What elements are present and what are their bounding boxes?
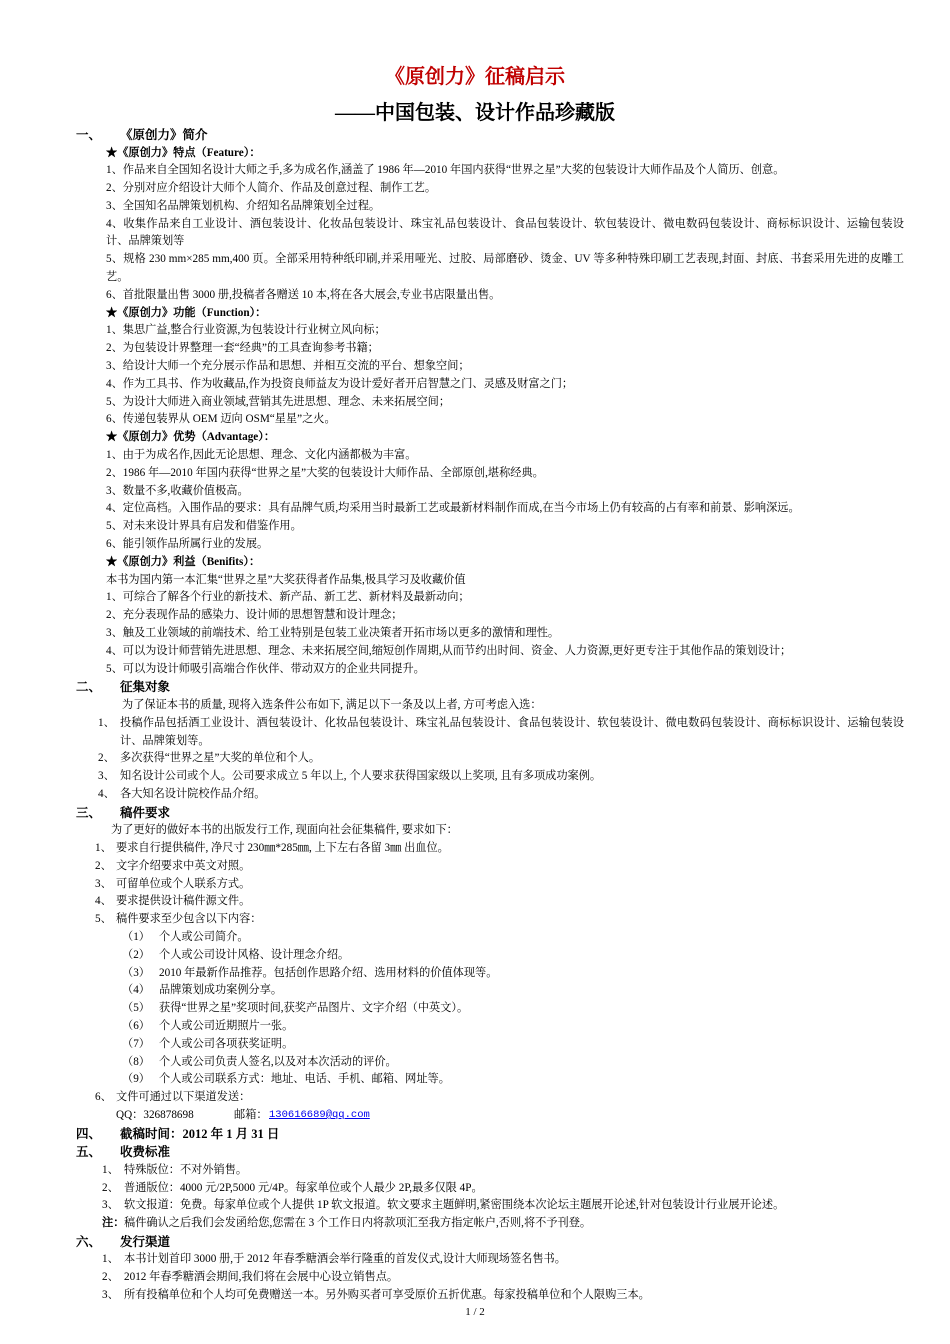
sub-list-item: （9） 个人或公司联系方式：地址、电话、手机、邮箱、网址等。: [122, 1073, 450, 1086]
sub-list-item: （1） 个人或公司简介。: [122, 930, 249, 943]
list-item: 1、 本书计划首印 3000 册,于 2012 年春季糖酒会举行隆重的首发仪式,设计大师现场签名售书。: [102, 1253, 566, 1266]
paragraph: 5、可以为设计师吸引高端合作伙伴、带动双方的企业共同提升。: [106, 662, 425, 675]
paragraph: 3、全国知名品牌策划机构、介绍知名品牌策划全过程。: [106, 199, 381, 212]
list-item: 2、 2012 年春季糖酒会期间,我们将在会展中心设立销售点。: [102, 1271, 399, 1284]
section-heading: 三、 稿件要求: [76, 805, 171, 820]
list-item: 1、 投稿作品包括酒工业设计、酒包装设计、化妆品包装设计、珠宝礼品包装设计、食品包装设计、软包装设计、微电数码包装设计、商标标识设计、运输包装设计、品牌策划等。: [98, 716, 904, 747]
paragraph: 2、1986 年—2010 年国内获得“世界之星”大奖的包装设计大师作品、全部原创,堪称经典。: [106, 466, 544, 479]
paragraph: 为了保证本书的质量, 现将入选条件公布如下, 满足以下一条及以上者, 方可考虑入选：: [122, 698, 542, 711]
paragraph: 2、充分表现作品的感染力、设计师的思想智慧和设计理念；: [106, 609, 403, 622]
paragraph: 4、定位高档。入围作品的要求：具有品牌气质,均采用当时最新工艺或最新材料制作而成,在当今市场上仍有较高的占有率和前景、影响深远。: [106, 502, 800, 515]
paragraph: 4、收集作品来自工业设计、酒包装设计、化妆品包装设计、珠宝礼品包装设计、食品包装设计、软包装设计、微电数码包装设计、商标标识设计、运输包装设计、品牌策划等: [106, 217, 904, 248]
paragraph: 6、传递包装界从 OEM 迈向 OSM“星星”之火。: [106, 413, 336, 426]
paragraph: 5、规格 230 mm×285 mm,400 页。全部采用特种纸印刷,并采用哑光、过胶、局部磨砂、烫金、UV 等多种特殊印刷工艺表现,封面、封底、书套采用先进的皮雕工艺。: [106, 253, 904, 284]
paragraph: 3、给设计大师一个充分展示作品和思想、并相互交流的平台、想象空间；: [106, 360, 470, 373]
page-number: 1 / 2: [465, 1306, 485, 1318]
list-item: 2、 多次获得“世界之星”大奖的单位和个人。: [98, 752, 321, 765]
list-item: 4、 各大知名设计院校作品介绍。: [98, 787, 266, 800]
doc-body: [0, 126, 950, 1305]
email-link[interactable]: 130616689@qq.com: [269, 1108, 370, 1121]
note-line: 注： 稿件确认之后我们会发函给您,您需在 3 个工作日内将款项汇至我方指定帐户,否则,将不予刊登。: [0, 1215, 950, 1233]
list-item: 1、 要求自行提供稿件, 净尺寸 230㎜*285㎜, 上下左右各留 3㎜ 出血位。: [95, 841, 449, 854]
list-item: 1、 特殊版位：不对外销售。: [102, 1163, 248, 1176]
paragraph: 5、对未来设计界具有启发和借鉴作用。: [106, 520, 302, 533]
sub-list-item: （7） 个人或公司各项获奖证明。: [122, 1037, 294, 1050]
paragraph: 4、可以为设计师营销先进思想、理念、未来拓展空间,缩短创作周期,从而节约出时间、资金、人力资源,更好更专注于其他作品的策划设计；: [106, 644, 792, 657]
paragraph: 2、分别对应介绍设计大师个人简介、作品及创意过程、制作工艺。: [106, 182, 437, 195]
paragraph: 3、数量不多,收藏价值极高。: [106, 484, 249, 497]
paragraph: 本书为国内第一本汇集“世界之星”大奖获得者作品集,极具学习及收藏价值: [106, 573, 466, 586]
list-item: 5、 稿件要求至少包含以下内容：: [95, 913, 262, 926]
paragraph: 为了更好的做好本书的出版发行工作, 现面向社会征集稿件, 要求如下：: [111, 824, 458, 837]
paragraph: 1、作品来自全国知名设计大师之手,多为成名作,涵盖了 1986 年—2010 年国内获得“世界之星”大奖的包装设计大师作品及个人简历、创意。: [106, 164, 785, 177]
feature-heading: ★《原创力》特点（Feature）：: [106, 146, 261, 159]
advantage-heading: ★《原创力》优势（Advantage）：: [106, 431, 276, 444]
sub-list-item: （5） 获得“世界之星”奖项时间,获奖产品图片、文字介绍（中英文）。: [122, 1002, 469, 1015]
doc-title: 《原创力》征稿启示: [385, 66, 565, 88]
list-item: 3、 知名设计公司或个人。公司要求成立 5 年以上, 个人要求获得国家级以上奖项, 且有多项成功案例。: [98, 770, 602, 783]
list-item: 3、 可留单位或个人联系方式。: [95, 877, 251, 890]
paragraph: 4、作为工具书、作为收藏品,作为投资良师益友为设计爱好者开启智慧之门、灵感及财富之门；: [106, 377, 574, 390]
section-heading: 二、 征集对象: [76, 680, 171, 695]
sub-list-item: （4） 品牌策划成功案例分享。: [122, 984, 283, 997]
contact-line: [0, 1107, 950, 1125]
list-item: 3、 所有投稿单位和个人均可免费赠送一本。另外购买者可享受原价五折优惠。每家投稿单位和个人限购三本。: [102, 1289, 650, 1302]
benefit-heading: ★《原创力》利益（Benifits）：: [106, 555, 261, 568]
paragraph: 2、为包装设计界整理一套“经典”的工具查询参考书籍；: [106, 342, 379, 355]
list-item: 2、 文字介绍要求中英文对照。: [95, 859, 251, 872]
list-item: 2、 普通版位：4000 元/2P,5000 元/4P。每家单位或个人最少 2P,最多仅限 4P。: [102, 1181, 483, 1194]
paragraph: 6、能引领作品所属行业的发展。: [106, 538, 269, 551]
paragraph: 1、可综合了解各个行业的新技术、新产品、新工艺、新材料及最新动向；: [106, 591, 470, 604]
paragraph: 5、为设计大师进入商业领域,营销其先进思想、理念、未来拓展空间；: [106, 395, 451, 408]
email-label: 邮箱：: [234, 1108, 268, 1121]
paragraph: 3、触及工业领域的前端技术、给工业特别是包装工业决策者开拓市场以更多的激情和理性。: [106, 627, 560, 640]
doc-subtitle: ——中国包装、设计作品珍藏版: [335, 102, 615, 124]
paragraph: 1、由于为成名作,因此无论思想、理念、文化内涵都极为丰富。: [106, 449, 417, 462]
sub-list-item: （8） 个人或公司负责人签名,以及对本次活动的评价。: [122, 1055, 397, 1068]
note-label: 注：: [102, 1217, 125, 1230]
paragraph: 1、集思广益,整合行业资源,为包装设计行业树立风向标；: [106, 324, 386, 337]
qq-number: QQ：326878698: [116, 1108, 194, 1121]
sub-list-item: （6） 个人或公司近期照片一张。: [122, 1019, 294, 1032]
deadline: 截稿时间：2012 年 1 月 31 日: [120, 1126, 280, 1141]
section-heading: 六、 发行渠道: [76, 1234, 171, 1249]
list-item: 3、 软文报道：免费。每家单位或个人提供 1P 软文报道。软文要求主题鲜明,紧密围绕本次论坛主题展开论述,针对包装设计行业展开论述。: [102, 1199, 785, 1212]
list-item: 4、 要求提供设计稿件源文件。: [95, 895, 251, 908]
section-heading: 一、 《原创力》简介: [76, 128, 208, 142]
function-heading: ★《原创力》功能（Function）：: [106, 306, 267, 319]
paragraph: 6、首批限量出售 3000 册,投稿者各赠送 10 本,将在各大展会,专业书店限量出售。: [106, 288, 501, 301]
section-heading: 五、 收费标准: [76, 1145, 171, 1160]
sub-list-item: （2） 个人或公司设计风格、设计理念介绍。: [122, 948, 350, 961]
sub-list-item: （3） 2010 年最新作品推荐。包括创作思路介绍、选用材料的价值体现等。: [122, 966, 498, 979]
list-item: 6、 文件可通过以下渠道发送：: [95, 1091, 251, 1104]
section-heading: 四、 截稿时间：2012 年 1 月 31 日: [0, 1125, 950, 1144]
